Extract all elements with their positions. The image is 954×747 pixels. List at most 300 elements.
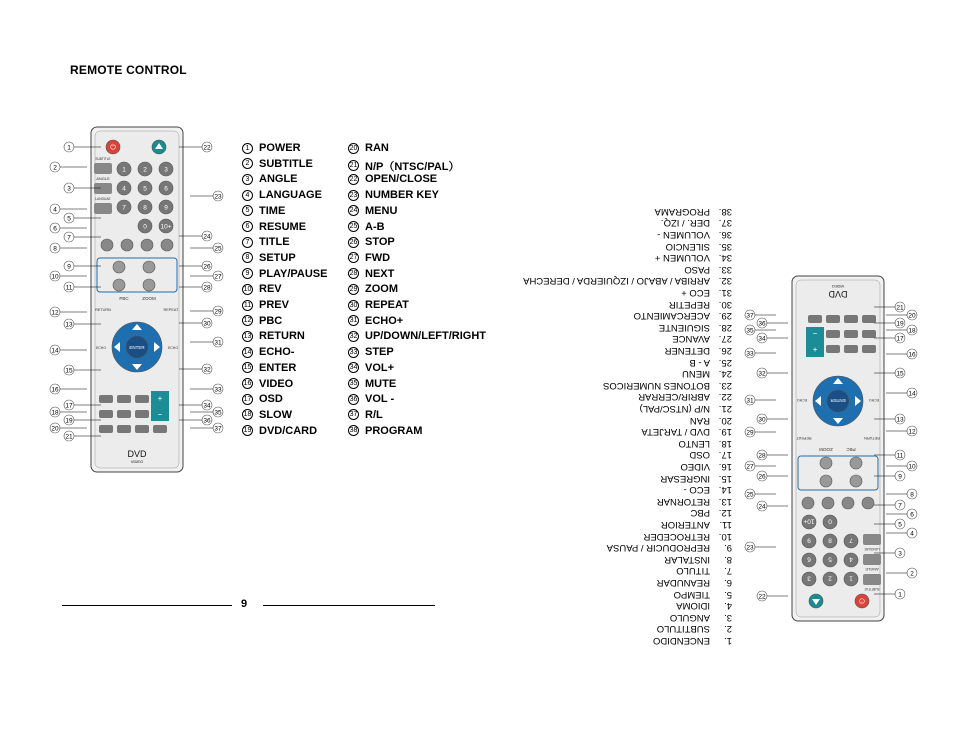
- spanish-item-35: [666, 241, 732, 252]
- function-key: [844, 330, 858, 338]
- callout-number: 21: [896, 304, 904, 312]
- function-key: [826, 315, 840, 323]
- keypad-label: 8: [828, 536, 832, 544]
- callout-number: 23: [214, 193, 222, 201]
- spanish-number: 21.: [718, 403, 732, 414]
- callout-number: 31: [746, 397, 754, 405]
- function-key: [862, 330, 876, 338]
- function-button: [161, 239, 173, 251]
- spanish-item-2: [657, 623, 732, 634]
- dvd-logo: DVD: [828, 289, 848, 299]
- legend-item-9: [242, 268, 327, 280]
- footer-rule-right: [263, 605, 435, 606]
- callout-number: 23: [746, 544, 754, 552]
- page-number: 9: [241, 598, 248, 610]
- remote-label: ANGLE: [865, 567, 879, 572]
- callout-1: [64, 142, 74, 152]
- legend-number: 36: [349, 395, 358, 403]
- callout-number: 22: [758, 593, 766, 601]
- legend-item-6: [242, 221, 306, 233]
- legend-item-2: [242, 158, 313, 170]
- legend-label: MENU: [365, 204, 398, 217]
- spanish-label: PBC: [690, 507, 710, 519]
- legend-number: 15: [243, 364, 252, 372]
- callout-number: 33: [746, 350, 754, 358]
- legend-label: SLOW: [259, 408, 292, 421]
- callout-number: 4: [53, 206, 57, 214]
- keypad-label: 0: [143, 223, 147, 231]
- legend-number: 31: [349, 317, 358, 325]
- function-key: [153, 425, 167, 433]
- callout-number: 20: [51, 425, 59, 433]
- footer-rule-left: [62, 605, 232, 606]
- callout-number: 19: [65, 417, 73, 425]
- remote-label: ECHO: [796, 398, 808, 402]
- keypad-label: 9: [807, 536, 811, 544]
- legend-label: RAN: [365, 142, 389, 154]
- spanish-item-11: [661, 519, 732, 530]
- callout-number: 26: [203, 263, 211, 271]
- function-key: [117, 395, 131, 403]
- legend-item-4: [242, 189, 322, 201]
- legend-item-36: [348, 393, 394, 405]
- legend-number: 19: [243, 427, 252, 435]
- callout-34: [202, 400, 212, 410]
- legend-item-26: [348, 236, 395, 248]
- spanish-label: AVANCE: [672, 333, 710, 345]
- legend-label: A-B: [365, 220, 385, 233]
- legend-label: POWER: [259, 142, 301, 154]
- legend-label: NUMBER KEY: [365, 189, 439, 202]
- legend-label: TIME: [259, 204, 286, 217]
- spanish-label: DER. / IZQ.: [660, 217, 710, 229]
- spanish-item-1: [653, 635, 732, 646]
- spanish-number: 8.: [724, 553, 732, 565]
- callout-6: [50, 223, 60, 233]
- legend-number: 6: [242, 221, 253, 232]
- spanish-number: 7.: [724, 565, 732, 577]
- keypad-label: 7: [849, 536, 853, 544]
- spanish-number: 36.: [718, 229, 732, 240]
- spanish-number: 9.: [724, 542, 732, 554]
- spanish-item-31: [681, 287, 732, 298]
- transport-button: [143, 279, 155, 291]
- remote-label: ZOOM: [819, 447, 833, 452]
- legend-item-12: [242, 315, 282, 327]
- legend-item-20: [348, 142, 389, 154]
- callout-number: 9: [67, 263, 71, 271]
- callout-number: 8: [53, 245, 57, 253]
- spanish-number: 6.: [724, 577, 732, 588]
- spanish-item-4: [676, 600, 732, 611]
- legend-label: RESUME: [259, 220, 307, 233]
- spanish-item-30: [669, 299, 732, 310]
- legend-item-22: [348, 173, 437, 185]
- legend-label: SETUP: [259, 251, 296, 264]
- spanish-number: 31.: [718, 287, 732, 298]
- callout-24: [757, 501, 767, 511]
- callout-number: 12: [908, 428, 916, 436]
- legend-item-25: [348, 221, 385, 233]
- callout-number: 10: [908, 463, 916, 471]
- spanish-number: 18.: [718, 437, 732, 449]
- function-key: [135, 395, 149, 403]
- legend-item-15: [242, 362, 296, 374]
- spanish-label: DVD / TARJETA: [641, 426, 710, 438]
- callout-number: 20: [908, 312, 916, 320]
- legend-label: REV: [259, 283, 282, 296]
- callout-number: 1: [898, 591, 902, 599]
- legend-number: 27: [349, 254, 358, 262]
- callout-28: [202, 282, 212, 292]
- spanish-label: REPETIR: [668, 298, 710, 310]
- legend-number: 16: [243, 380, 252, 387]
- function-key: [99, 410, 113, 418]
- callout-30: [202, 318, 212, 328]
- callout-13: [895, 414, 905, 424]
- spanish-item-3: [670, 612, 732, 623]
- remote-label: LANGUAE: [864, 547, 880, 551]
- spanish-label: ARRIBA / ABAJO / IZQUIERDA / DERECHA: [523, 275, 710, 287]
- callout-10: [907, 461, 917, 471]
- callout-37: [745, 310, 755, 320]
- remote-label: SUBTITLE: [864, 587, 880, 591]
- legend-item-17: [242, 393, 283, 405]
- spanish-number: 30.: [718, 298, 732, 310]
- legend-number: 28: [349, 270, 358, 278]
- callout-14: [50, 345, 60, 355]
- legend-label: VOL+: [365, 361, 395, 374]
- callout-number: 18: [51, 409, 59, 417]
- spanish-label: ECO -: [683, 484, 710, 496]
- legend-item-32: [348, 330, 486, 342]
- remote-label: PBC: [846, 447, 856, 452]
- function-button: [862, 497, 874, 509]
- spanish-label: RAN: [689, 414, 710, 426]
- spanish-label: ENCENDIDO: [652, 635, 710, 646]
- callout-number: 28: [758, 452, 766, 460]
- transport-button: [113, 279, 125, 291]
- callout-36: [202, 415, 212, 425]
- spanish-label: A - B: [689, 356, 710, 368]
- spanish-number: 23.: [718, 379, 732, 391]
- spanish-number: 1.: [724, 635, 732, 646]
- remote-label: LANGUAE: [95, 197, 111, 201]
- spanish-number: 32.: [718, 275, 732, 287]
- callout-number: 13: [896, 416, 904, 424]
- callout-8: [907, 489, 917, 499]
- callout-23: [745, 542, 755, 552]
- callout-number: 6: [910, 511, 914, 519]
- callout-21: [64, 431, 74, 441]
- callout-22: [202, 142, 212, 152]
- callout-number: 25: [214, 245, 222, 253]
- side-button: [863, 574, 881, 585]
- spanish-label: ACERCAMIENTO: [633, 310, 710, 322]
- function-button: [141, 239, 153, 251]
- spanish-number: 2.: [724, 623, 732, 635]
- legend-item-21: [348, 158, 460, 174]
- spanish-item-36: [657, 229, 732, 240]
- callout-21: [895, 302, 905, 312]
- callout-4: [907, 528, 917, 538]
- legend-number: 4: [242, 190, 253, 201]
- legend-number: 5: [242, 205, 253, 216]
- spanish-number: 37.: [718, 217, 732, 229]
- remote-label: SUBTITLE: [95, 157, 111, 161]
- spanish-number: 29.: [718, 310, 732, 322]
- callout-23: [213, 191, 223, 201]
- spanish-number: 4.: [724, 600, 732, 612]
- page-title: REMOTE CONTROL: [70, 63, 187, 77]
- enter-label: ENTER: [129, 345, 145, 350]
- legend-label: PROGRAM: [365, 424, 423, 437]
- spanish-label: RETORNAR: [656, 495, 710, 507]
- remote-label: ANGLE: [96, 176, 110, 181]
- callout-number: 35: [746, 327, 754, 335]
- legend-number: 14: [243, 348, 252, 356]
- spanish-item-7: [676, 565, 732, 576]
- spanish-label: SUBTITULO: [656, 623, 710, 635]
- spanish-item-13: [657, 496, 732, 507]
- callout-number: 3: [898, 550, 902, 558]
- function-key: [844, 315, 858, 323]
- callout-number: 34: [203, 402, 211, 410]
- spanish-item-25: [689, 357, 732, 368]
- spanish-item-17: [689, 449, 732, 460]
- callout-25: [213, 243, 223, 253]
- callout-number: 17: [896, 335, 904, 343]
- legend-number: 34: [349, 364, 358, 372]
- spanish-item-26: [665, 345, 732, 356]
- callout-number: 5: [67, 215, 71, 223]
- callout-12: [907, 426, 917, 436]
- callout-7: [895, 500, 905, 510]
- transport-button: [820, 457, 832, 469]
- legend-item-31: [348, 315, 403, 327]
- dvd-logo: DVD: [127, 449, 147, 459]
- transport-button: [143, 261, 155, 273]
- spanish-number: 33.: [718, 263, 732, 275]
- legend-label: ANGLE: [259, 173, 298, 186]
- callout-10: [50, 271, 60, 281]
- keypad-label: 7: [122, 204, 126, 212]
- callout-number: 37: [214, 425, 222, 433]
- legend-item-8: [242, 252, 296, 264]
- callout-26: [757, 471, 767, 481]
- spanish-label: VOLUMEN -: [657, 229, 710, 240]
- transport-button: [850, 475, 862, 487]
- legend-item-7: [242, 236, 290, 248]
- legend-item-10: [242, 283, 282, 295]
- legend-label: OSD: [259, 393, 283, 406]
- spanish-item-34: [655, 252, 732, 263]
- callout-number: 31: [214, 339, 222, 347]
- side-button: [94, 203, 112, 214]
- legend-label: NEXT: [365, 267, 395, 280]
- spanish-number: 27.: [718, 333, 732, 345]
- side-button: [863, 554, 881, 565]
- spanish-number: 20.: [718, 414, 732, 426]
- callout-19: [64, 415, 74, 425]
- remote-label: RETURN: [95, 308, 111, 312]
- function-button: [121, 239, 133, 251]
- callout-16: [50, 384, 60, 394]
- callout-31: [745, 395, 755, 405]
- spanish-item-32: [523, 275, 732, 286]
- legend-label: DVD/CARD: [259, 424, 318, 437]
- callout-16: [907, 349, 917, 359]
- callout-number: 12: [51, 309, 59, 317]
- remote-left: [91, 127, 183, 472]
- callout-number: 25: [746, 491, 754, 499]
- legend-number: 1: [242, 143, 253, 154]
- spanish-number: 25.: [718, 356, 732, 368]
- callout-33: [745, 348, 755, 358]
- spanish-number: 3.: [724, 611, 732, 623]
- legend-label: UP/DOWN/LEFT/RIGHT: [365, 330, 486, 343]
- callout-number: 27: [746, 463, 754, 471]
- spanish-number: 19.: [718, 426, 732, 438]
- callout-number: 11: [65, 284, 73, 292]
- spanish-label: SILENCIO: [665, 240, 710, 252]
- legend-number: 30: [349, 301, 358, 309]
- callout-number: 29: [746, 429, 754, 437]
- callout-35: [213, 407, 223, 417]
- callout-number: 10: [51, 273, 59, 281]
- legend-item-28: [348, 268, 394, 280]
- spanish-label: ANTERIOR: [660, 519, 710, 530]
- spanish-label: N/P (NTSC/PAL): [639, 403, 710, 414]
- callout-7: [64, 232, 74, 242]
- remote-label: ZOOM: [142, 296, 156, 301]
- callout-number: 24: [203, 233, 211, 241]
- remote-label: +: [157, 394, 163, 403]
- spanish-item-20: [690, 415, 732, 426]
- spanish-label: ANGULO: [669, 611, 710, 623]
- spanish-item-27: [672, 333, 732, 344]
- legend-label: LANGUAGE: [259, 189, 322, 202]
- callout-number: 17: [65, 402, 73, 410]
- callout-number: 9: [898, 473, 902, 481]
- callout-9: [64, 261, 74, 271]
- legend-item-3: [242, 173, 298, 185]
- spanish-item-18: [678, 438, 732, 449]
- spanish-number: 11.: [719, 519, 732, 530]
- legend-number: 25: [349, 223, 358, 230]
- callout-number: 30: [203, 320, 211, 328]
- spanish-label: REANUDAR: [656, 577, 710, 588]
- legend-number: 2: [242, 158, 253, 169]
- callout-27: [213, 271, 223, 281]
- legend-item-1: [242, 142, 301, 154]
- legend-number: 33: [349, 348, 358, 356]
- side-button: [94, 163, 112, 174]
- callout-15: [895, 368, 905, 378]
- legend-item-19: [242, 425, 317, 437]
- remote-label: RETURN: [864, 436, 880, 440]
- callout-number: 16: [908, 351, 916, 359]
- legend-label: MUTE: [365, 377, 397, 390]
- keypad-label: 4: [849, 555, 853, 563]
- keypad-label: 0: [828, 517, 832, 525]
- spanish-label: INGRESAR: [660, 472, 710, 484]
- legend-number: 13: [243, 332, 252, 340]
- keypad-label: 1: [849, 574, 853, 582]
- spanish-number: 16.: [718, 461, 732, 472]
- spanish-label: ABRIR/CERRAR: [638, 391, 710, 403]
- spanish-label: PASO: [684, 263, 710, 275]
- spanish-label: IDIOMA: [676, 600, 710, 612]
- function-button: [822, 497, 834, 509]
- callout-number: 22: [203, 144, 211, 152]
- spanish-item-12: [690, 507, 732, 518]
- legend-number: 3: [242, 174, 253, 185]
- remote-label: ECHO: [167, 346, 179, 350]
- callout-20: [50, 423, 60, 433]
- callout-6: [907, 509, 917, 519]
- callout-number: 7: [67, 234, 71, 242]
- spanish-label: TITULO: [676, 565, 710, 577]
- callout-number: 15: [65, 367, 73, 375]
- legend-item-13: [242, 330, 305, 342]
- callout-33: [213, 384, 223, 394]
- legend-item-35: [348, 378, 396, 390]
- callout-number: 2: [53, 164, 57, 172]
- legend-label: PBC: [259, 314, 283, 327]
- callout-number: 7: [898, 502, 902, 510]
- keypad-label: 8: [143, 204, 147, 212]
- spanish-label: VOLUMEN +: [654, 252, 710, 264]
- callout-17: [64, 400, 74, 410]
- legend-item-14: [242, 346, 294, 358]
- callout-number: 32: [203, 366, 211, 374]
- spanish-number: 15.: [718, 472, 732, 484]
- legend-item-27: [348, 252, 390, 264]
- function-key: [826, 330, 840, 338]
- callout-37: [213, 423, 223, 433]
- function-key: [862, 315, 876, 323]
- legend-number: 38: [349, 427, 358, 435]
- legend-number: 7: [242, 237, 253, 248]
- callout-35: [745, 325, 755, 335]
- spanish-number: 22.: [718, 391, 732, 403]
- function-key: [135, 410, 149, 418]
- callout-27: [745, 461, 755, 471]
- legend-item-5: [242, 205, 285, 217]
- callout-20: [907, 310, 917, 320]
- spanish-label: TIEMPO: [673, 588, 710, 600]
- callout-2: [907, 568, 917, 578]
- legend-number: 23: [349, 191, 358, 199]
- legend-label: TITLE: [259, 236, 290, 249]
- remote-label: ECHO: [868, 398, 880, 402]
- remote-label: −: [812, 329, 818, 338]
- callout-number: 37: [746, 312, 754, 320]
- power-icon: ⏻: [110, 144, 116, 152]
- callout-number: 14: [908, 390, 916, 398]
- callout-number: 30: [758, 416, 766, 424]
- callout-11: [64, 282, 74, 292]
- callout-29: [745, 427, 755, 437]
- legend-number: 18: [243, 411, 252, 419]
- keypad-label: 6: [807, 555, 811, 563]
- keypad-label: 5: [143, 185, 147, 193]
- function-key: [99, 395, 113, 403]
- legend-label: R/L: [365, 408, 383, 421]
- keypad-label: 4: [122, 185, 126, 193]
- callout-22: [757, 591, 767, 601]
